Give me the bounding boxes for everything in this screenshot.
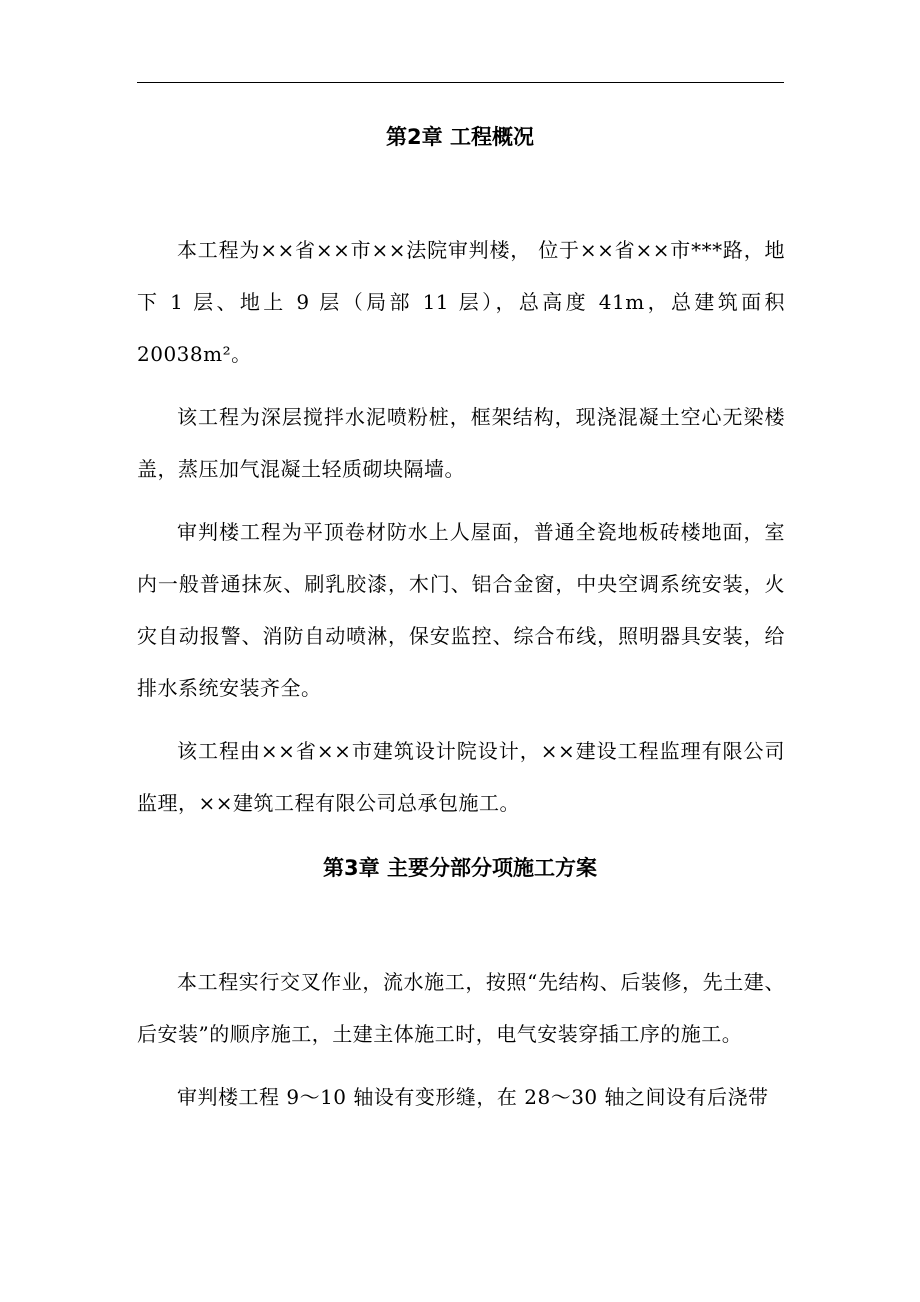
header-rule [137, 82, 784, 83]
chapter-2-title: 第2章 工程概况 [386, 125, 534, 149]
paragraph-joints: 审判楼工程 9～10 轴设有变形缝，在 28～30 轴之间设有后浇带 [177, 1085, 769, 1109]
paragraph-parties: 该工程由××省××市建筑设计院设计，××建设工程监理有限公司监理，××建筑工程有限公司总承包施工。 [137, 739, 785, 815]
paragraph-construction-sequence: 本工程实行交叉作业，流水施工，按照“先结构、后装修，先土建、后安装”的顺序施工，土建主体施工时，电气安装穿插工序的施工。 [137, 970, 785, 1046]
paragraph-project-location: 本工程为××省××市××法院审判楼， 位于××省××市***路，地下 1 层、地上 9 层（局部 11 层），总高度 41m，总建筑面积 20038m²。 [137, 238, 785, 366]
chapter-2-body [137, 224, 785, 829]
paragraph-finishes: 审判楼工程为平顶卷材防水上人屋面，普通全瓷地板砖楼地面，室内一般普通抹灰、刷乳胶漆，木门、铝合金窗，中央空调系统安装，火灾自动报警、消防自动喷淋，保安监控、综合布线，照明器具安装，给排水系统安装齐全。 [137, 520, 785, 700]
chapter-3-body [137, 956, 785, 1123]
chapter-3-title: 第3章 主要分部分项施工方案 [323, 856, 597, 880]
paragraph-structure: 该工程为深层搅拌水泥喷粉桩，框架结构，现浇混凝土空心无梁楼盖，蒸压加气混凝土轻质砌块隔墙。 [137, 405, 785, 481]
